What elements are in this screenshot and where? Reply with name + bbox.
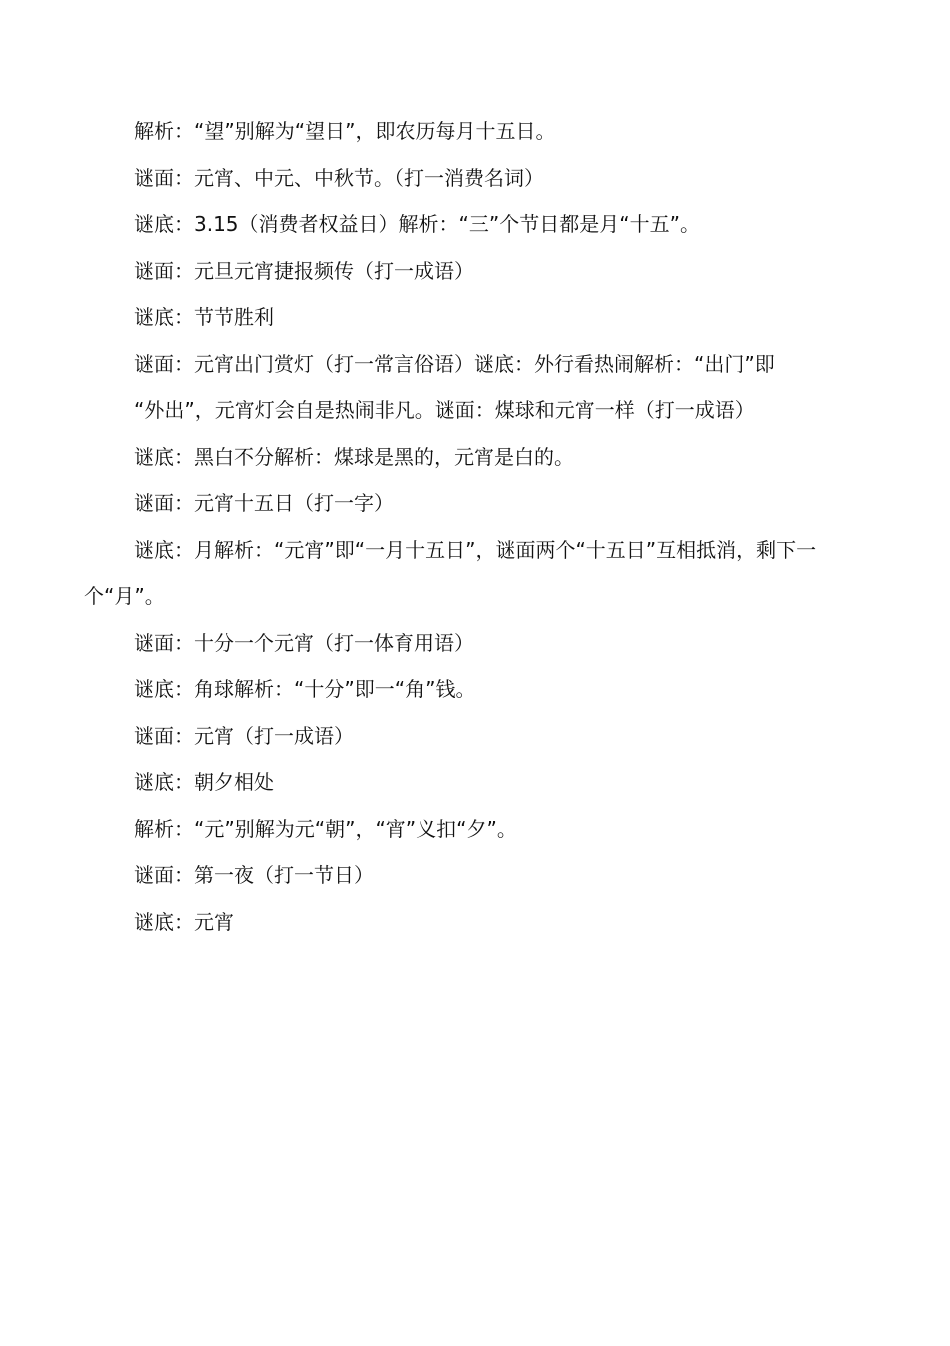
paragraph-answer-315: 谜底：3.15（消费者权益日）解析：“三”个节日都是月“十五”。 <box>134 212 700 236</box>
paragraph-answer-black-white: 谜底：黑白不分解析：煤球是黑的，元宵是白的。 <box>134 444 574 469</box>
paragraph-answer-festival: 谜底：元宵 <box>134 909 234 934</box>
paragraph-riddle-saying: 谜面：元宵出门赏灯（打一常言俗语）谜底：外行看热闹解析：“出门”即 <box>134 351 775 376</box>
document-body <box>84 108 864 945</box>
paragraph-analysis-wang: 解析：“望”别解为“望日”，即农历每月十五日。 <box>134 119 556 143</box>
paragraph-answer-idiom-2: 谜底：朝夕相处 <box>134 770 274 794</box>
paragraph-riddle-festival: 谜面：第一夜（打一节日） <box>134 863 374 887</box>
paragraph-riddle-sports-term: 谜面：十分一个元宵（打一体育用语） <box>134 630 474 655</box>
paragraph-analysis-yuan: 解析：“元”别解为元“朝”，“宵”义扣“夕”。 <box>134 816 517 841</box>
paragraph-answer-idiom-1: 谜底：节节胜利 <box>134 305 274 329</box>
paragraph-riddle-consumer-term: 谜面：元宵、中元、中秋节。（打一消费名词） <box>134 165 544 190</box>
paragraph-riddle-idiom-2: 谜面：元宵（打一成语） <box>134 723 354 748</box>
paragraph-answer-yue: 谜底：月解析：“元宵”即“一月十五日”，谜面两个“十五日”互相抵消，剩下一个“月”。 <box>84 537 817 608</box>
paragraph-riddle-idiom-1: 谜面：元旦元宵捷报频传（打一成语） <box>134 258 474 283</box>
paragraph-riddle-coal-ball: “外出”，元宵灯会自是热闹非凡。谜面：煤球和元宵一样（打一成语） <box>134 398 755 422</box>
paragraph-answer-corner-kick: 谜底：角球解析：“十分”即一“角”钱。 <box>134 677 476 701</box>
paragraph-riddle-character: 谜面：元宵十五日（打一字） <box>134 491 394 515</box>
